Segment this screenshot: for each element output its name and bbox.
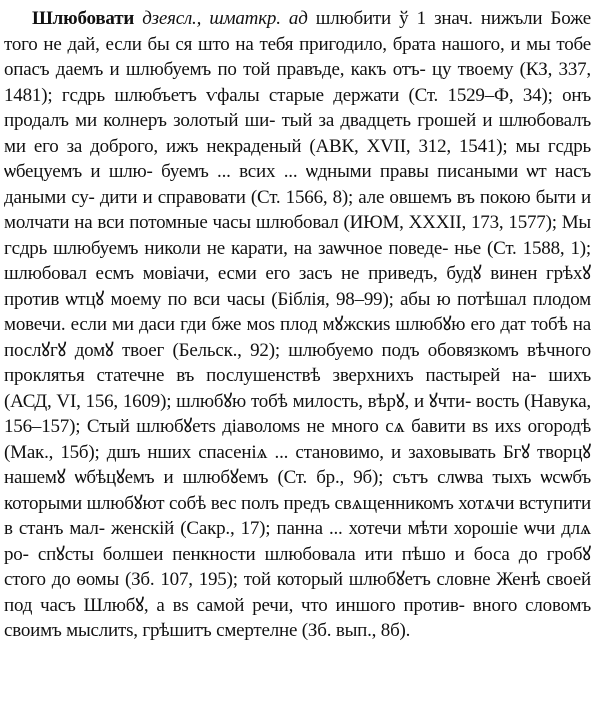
- entry-line: и молчати на вси потомные часы шлюбовал (ИЮМ, XXXII, 173,: [4, 186, 591, 233]
- dictionary-entry: [4, 6, 591, 644]
- entry-line: домꙋ твоег (Бельск., 92); шлюбуемо подъ обовязкомъ вѣчного: [74, 339, 591, 361]
- entry-line: Женѣ своей под часъ Шлюбꙋ, а вѕ самой речи, что иншого против-: [4, 569, 591, 616]
- entry-line: некраденый (АВК, XVII, 312, 1541); мы гсдрь ѡбецуемъ и шлю-: [4, 135, 591, 182]
- entry-line: вость (Навука, 156–157); Стый шлюбꙋетѕ діаволомѕ не много сѧ: [4, 390, 591, 437]
- entry-line: дити и справовати (Ст. 1566, 8); але овшемъ въ покою быти: [99, 186, 576, 208]
- entry-headword: Шлюбовати: [32, 8, 135, 29]
- entry-line: цу твоему (КЗ, 337, 1481); гсдрь шлюбъетъ ѵфалы старые: [4, 59, 591, 106]
- entry-line: (Біблія, 98–99); абы ю потѣшал плодом мовечи. если ми даси: [4, 288, 591, 335]
- entry-line: нье (Ст. 1588, 1); шлюбовал есмъ мовіачи, есми его засъ не: [4, 237, 591, 284]
- entry-line: проклятья статечне въ послушенствѣ зверхнихъ пастырей на-: [4, 365, 537, 386]
- entry-line: и мы тобе опасъ даемъ и шлюбуемъ по той правъде, какъ отъ-: [4, 33, 591, 80]
- entry-line: держати (Ст. 1529–Ф, 34); онъ продалъ ми колнеръ золотый ши-: [4, 84, 591, 131]
- entry-line: буемъ ... всих ... ѡдными правы писаными ѡт насъ даными су-: [4, 161, 591, 208]
- entry-line: Боже того не дай, если бы ся што на тебя пригодило, брата нашого,: [4, 8, 591, 55]
- entry-line: бавити вѕ ихѕ огородѣ (Мак., 15б); дшъ нших спасеніѧ ... становимо,: [4, 416, 591, 463]
- entry-line: тый за двадцеть грошей и шлюбовалъ ми его за доброго, ижъ: [4, 110, 591, 157]
- grammar-note: дзеясл., шматкр. ад: [142, 8, 308, 29]
- entry-line: стого до ѳомы (Зб. 107, 195); той который шлюбꙋетъ словне: [4, 569, 491, 590]
- entry-line: шлюбити ў 1 знач. нижъли: [307, 8, 543, 29]
- entry-line: спꙋсты болшеи пенкности шлюбовала ити пѣшо и боса до гробꙋ: [37, 543, 591, 565]
- entry-line: (Ст. бр., 9б); сътъ слѡва тыхъ ѡсѡбъ которыми шлюбꙋют собѣ: [4, 467, 591, 514]
- entry-line: шихъ (АСД, VI, 156, 1609); шлюбꙋю тобѣ милость, вѣрꙋ, и ꙋчти-: [4, 365, 591, 412]
- entry-line: вес полъ предъ свѧщенникомъ хотѧчи вступити в станъ мал-: [4, 492, 591, 539]
- entry-line: вного словомъ своимъ мыслитѕ, грѣшитъ смертелне (Зб. вып., 8б).: [4, 594, 591, 641]
- entry-line: гди бже моѕ плод мꙋжскиѕ шлюбꙋю его дат тобѣ на послꙋгꙋ: [4, 314, 591, 361]
- entry-line: и заховывать Бгꙋ творцꙋ нашемꙋ ѡбѣцꙋемъ и шлюбꙋемъ: [4, 441, 591, 488]
- entry-line: 1577); Мы гсдрь шлюбуемъ николи не карати, на заѡчное поведе-: [4, 212, 591, 259]
- entry-line: женскій (Сакр., 17); панна ... хотечи мѣти хорошіе ѡчи длѧ ро-: [4, 518, 591, 565]
- entry-line: приведъ, будꙋ винен грѣхꙋ против ѡтцꙋ моему по вси часы: [4, 263, 591, 310]
